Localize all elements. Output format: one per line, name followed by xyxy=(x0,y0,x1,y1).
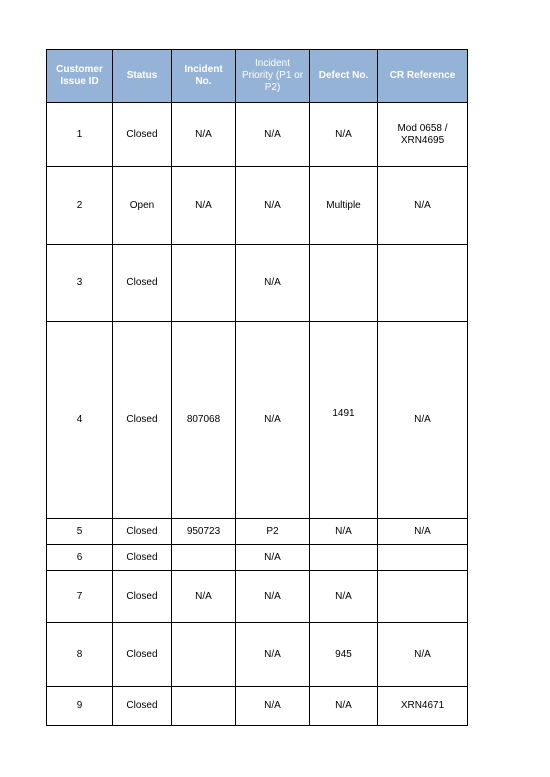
table-row xyxy=(47,103,468,167)
cell-issue-id: 2 xyxy=(47,167,113,245)
cell-cr-reference xyxy=(378,545,468,571)
table-row xyxy=(47,623,468,687)
header-incident-priority: Incident Priority (P1 or P2) xyxy=(236,50,310,103)
cell-defect-no xyxy=(310,322,378,519)
cell-defect-no xyxy=(310,245,378,322)
cell-incident-no xyxy=(172,623,236,687)
cell-status: Closed xyxy=(113,571,172,623)
cell-issue-id: 6 xyxy=(47,545,113,571)
cell-cr-reference xyxy=(378,571,468,623)
cell-issue-id: 7 xyxy=(47,571,113,623)
cell-cr-reference: N/A xyxy=(378,519,468,545)
header-customer-issue-id: Customer Issue ID xyxy=(47,50,113,103)
cell-issue-id: 9 xyxy=(47,687,113,726)
cell-issue-id: 3 xyxy=(47,245,113,322)
table-row xyxy=(47,322,468,519)
cell-defect-no: N/A xyxy=(310,103,378,167)
cell-defect-no: N/A xyxy=(310,519,378,545)
cell-issue-id: 5 xyxy=(47,519,113,545)
cell-incident-no xyxy=(172,545,236,571)
cell-status: Open xyxy=(113,167,172,245)
cell-defect-no: 945 xyxy=(310,623,378,687)
cell-status: Closed xyxy=(113,245,172,322)
header-status: Status xyxy=(113,50,172,103)
cell-status: Closed xyxy=(113,623,172,687)
cell-incident-no xyxy=(172,687,236,726)
cell-incident-no: 950723 xyxy=(172,519,236,545)
cell-defect-no-text: 1491 xyxy=(332,408,355,419)
cell-status: Closed xyxy=(113,687,172,726)
cell-cr-reference: Mod 0658 / XRN4695 xyxy=(378,103,468,167)
table-header-row xyxy=(47,50,468,103)
cell-status: Closed xyxy=(113,545,172,571)
table-row xyxy=(47,167,468,245)
cell-defect-no: N/A xyxy=(310,571,378,623)
cell-incident-no: 807068 xyxy=(172,322,236,519)
cell-status: Closed xyxy=(113,519,172,545)
cell-incident-priority: N/A xyxy=(236,322,310,519)
cell-defect-no: N/A xyxy=(310,687,378,726)
cell-defect-no: Multiple xyxy=(310,167,378,245)
cell-issue-id: 1 xyxy=(47,103,113,167)
cell-incident-priority: N/A xyxy=(236,623,310,687)
cell-incident-priority: N/A xyxy=(236,545,310,571)
cell-incident-priority: N/A xyxy=(236,245,310,322)
cell-status: Closed xyxy=(113,322,172,519)
cell-incident-priority: P2 xyxy=(236,519,310,545)
cell-cr-reference: N/A xyxy=(378,322,468,519)
cell-status: Closed xyxy=(113,103,172,167)
cell-issue-id: 8 xyxy=(47,623,113,687)
cell-incident-priority: N/A xyxy=(236,167,310,245)
table-row xyxy=(47,571,468,623)
table-row xyxy=(47,245,468,322)
cell-incident-no xyxy=(172,245,236,322)
header-incident-no: Incident No. xyxy=(172,50,236,103)
header-defect-no: Defect No. xyxy=(310,50,378,103)
cell-defect-no xyxy=(310,545,378,571)
cell-incident-priority: N/A xyxy=(236,103,310,167)
cell-issue-id: 4 xyxy=(47,322,113,519)
cell-incident-priority: N/A xyxy=(236,571,310,623)
table-row xyxy=(47,545,468,571)
cell-incident-no: N/A xyxy=(172,167,236,245)
header-cr-reference: CR Reference xyxy=(378,50,468,103)
table-row xyxy=(47,519,468,545)
cell-cr-reference xyxy=(378,245,468,322)
customer-issues-table xyxy=(46,49,468,726)
cell-incident-no: N/A xyxy=(172,103,236,167)
table-row xyxy=(47,687,468,726)
cell-cr-reference: XRN4671 xyxy=(378,687,468,726)
cell-cr-reference: N/A xyxy=(378,167,468,245)
cell-cr-reference: N/A xyxy=(378,623,468,687)
cell-incident-priority: N/A xyxy=(236,687,310,726)
cell-incident-no: N/A xyxy=(172,571,236,623)
